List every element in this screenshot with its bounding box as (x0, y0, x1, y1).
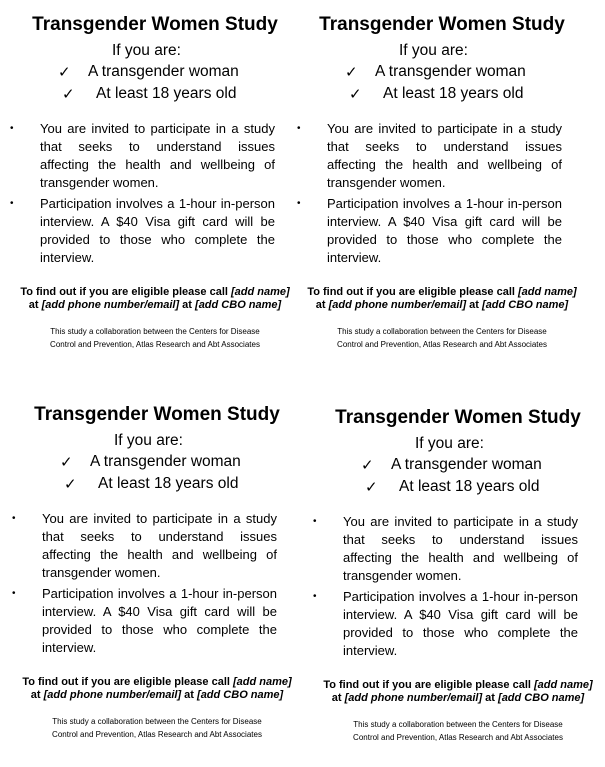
collaboration-note (297, 325, 587, 351)
contact-placeholder: [add phone number/email] (344, 692, 483, 704)
cta-text: at (482, 692, 499, 704)
checkmark-icon: ✓ (64, 476, 77, 493)
bullet-icon: • (12, 588, 16, 599)
flyer (297, 0, 587, 360)
bullet-icon: • (313, 516, 317, 527)
contact-info (10, 286, 300, 312)
contact-info (297, 286, 587, 312)
bullet-icon: • (313, 591, 317, 602)
bullet-icon: • (12, 513, 16, 524)
cbo-placeholder: [add CBO name] (197, 689, 284, 701)
contact-info (313, 679, 603, 705)
criterion: A transgender woman (88, 63, 239, 80)
cta-text: at (331, 692, 345, 704)
footer-line: Control and Prevention, Atlas Research and Abt Associates (337, 340, 547, 349)
cta-text: at (30, 689, 44, 701)
cta-text: at (466, 299, 483, 311)
contact-placeholder: [add phone number/email] (43, 689, 182, 701)
if-you-are-label: If you are: (399, 42, 468, 59)
if-you-are-label: If you are: (112, 42, 181, 59)
checkmark-icon: ✓ (345, 64, 358, 81)
study-description: You are invited to participate in a study that seeks to understand issues affecting the health and wellbeing of transgender women. (327, 121, 562, 190)
name-placeholder: [add name] (517, 286, 577, 298)
footer-line: Control and Prevention, Atlas Research and Abt Associates (52, 730, 262, 739)
flyer (313, 393, 603, 753)
bullet-icon: • (297, 123, 301, 134)
cta-text: To find out if you are eligible please call (307, 286, 518, 298)
footer-line: Control and Prevention, Atlas Research and Abt Associates (50, 340, 260, 349)
name-placeholder: [add name] (232, 676, 292, 688)
study-description: You are invited to participate in a study that seeks to understand issues affecting the health and wellbeing of transgender women. (343, 514, 578, 583)
flyer (12, 390, 302, 750)
participation-details: Participation involves a 1-hour in-person interview. A $40 Visa gift card will be provided to those who complete the interview. (42, 586, 277, 655)
study-description: You are invited to participate in a study that seeks to understand issues affecting the health and wellbeing of transgender women. (40, 121, 275, 190)
bullet-icon: • (297, 198, 301, 209)
collaboration-note (313, 718, 603, 744)
footer-line: This study a collaboration between the Centers for Disease (50, 327, 260, 336)
contact-info (12, 676, 302, 702)
criterion: At least 18 years old (98, 475, 239, 492)
bullet-icon: • (10, 123, 14, 134)
cta-text: at (28, 299, 42, 311)
criterion: A transgender woman (375, 63, 526, 80)
cta-text: To find out if you are eligible please call (20, 286, 231, 298)
contact-placeholder: [add phone number/email] (328, 299, 467, 311)
if-you-are-label: If you are: (114, 432, 183, 449)
cta-text: at (181, 689, 198, 701)
checkmark-icon: ✓ (58, 64, 71, 81)
cta-text: at (315, 299, 329, 311)
criterion: A transgender woman (391, 456, 542, 473)
cta-text: at (179, 299, 196, 311)
flyer-title: Transgender Women Study (319, 14, 565, 35)
footer-line: This study a collaboration between the Centers for Disease (52, 717, 262, 726)
flyer-title: Transgender Women Study (34, 404, 280, 425)
criterion: At least 18 years old (399, 478, 540, 495)
cta-text: To find out if you are eligible please call (22, 676, 233, 688)
flyer (10, 0, 300, 360)
participation-details: Participation involves a 1-hour in-person interview. A $40 Visa gift card will be provided to those who complete the interview. (343, 589, 578, 658)
cta-text: To find out if you are eligible please call (323, 679, 534, 691)
collaboration-note (10, 325, 300, 351)
cbo-placeholder: [add CBO name] (195, 299, 282, 311)
footer-line: Control and Prevention, Atlas Research and Abt Associates (353, 733, 563, 742)
criterion: At least 18 years old (96, 85, 237, 102)
criterion: At least 18 years old (383, 85, 524, 102)
cbo-placeholder: [add CBO name] (498, 692, 585, 704)
criterion: A transgender woman (90, 453, 241, 470)
collaboration-note (12, 715, 302, 741)
footer-line: This study a collaboration between the Centers for Disease (353, 720, 563, 729)
checkmark-icon: ✓ (60, 454, 73, 471)
participation-details: Participation involves a 1-hour in-person interview. A $40 Visa gift card will be provided to those who complete the interview. (40, 196, 275, 265)
flyer-title: Transgender Women Study (32, 14, 278, 35)
cbo-placeholder: [add CBO name] (482, 299, 569, 311)
checkmark-icon: ✓ (361, 457, 374, 474)
checkmark-icon: ✓ (349, 86, 362, 103)
flyer-title: Transgender Women Study (335, 407, 581, 428)
checkmark-icon: ✓ (365, 479, 378, 496)
participation-details: Participation involves a 1-hour in-person interview. A $40 Visa gift card will be provided to those who complete the interview. (327, 196, 562, 265)
study-description: You are invited to participate in a study that seeks to understand issues affecting the health and wellbeing of transgender women. (42, 511, 277, 580)
footer-line: This study a collaboration between the Centers for Disease (337, 327, 547, 336)
bullet-icon: • (10, 198, 14, 209)
checkmark-icon: ✓ (62, 86, 75, 103)
name-placeholder: [add name] (533, 679, 593, 691)
name-placeholder: [add name] (230, 286, 290, 298)
contact-placeholder: [add phone number/email] (41, 299, 180, 311)
if-you-are-label: If you are: (415, 435, 484, 452)
